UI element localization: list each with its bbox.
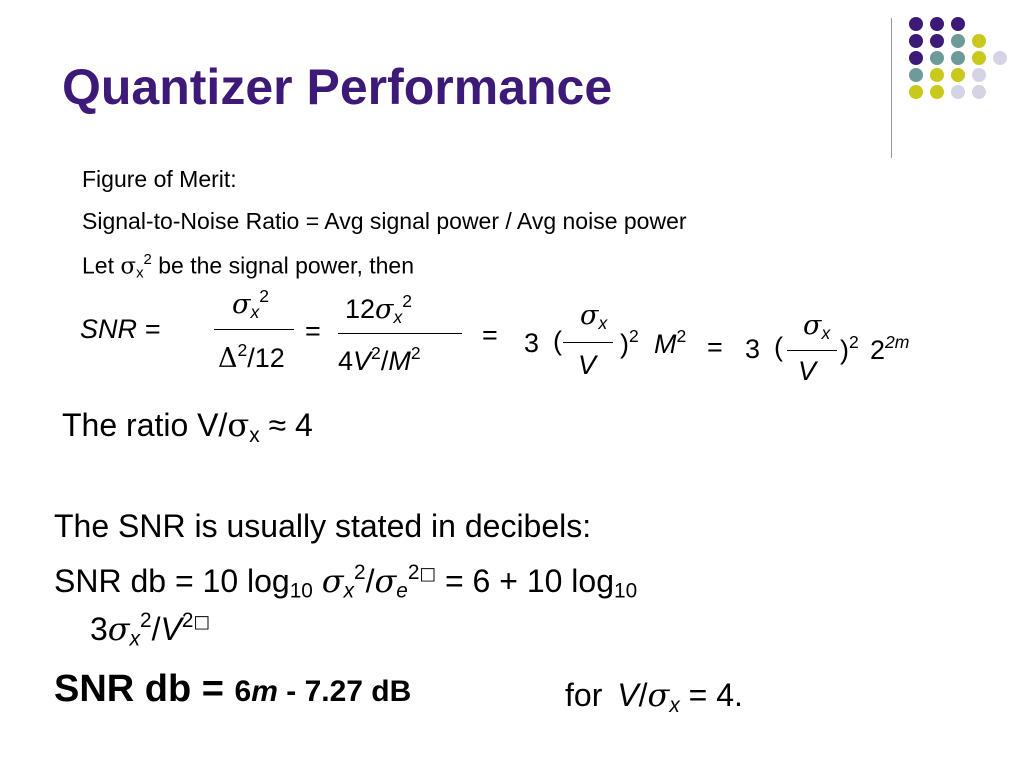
decorative-dot xyxy=(930,17,944,31)
decorative-dot xyxy=(951,17,965,31)
two-power-2m: $2^{2m}$ xyxy=(870,332,910,365)
frac4-numerator: $\sigma_x$ xyxy=(803,310,831,343)
paren-open-2: ( xyxy=(774,332,783,362)
frac2-denominator: $4V^2/M^2$ xyxy=(338,343,421,376)
decorative-dot xyxy=(993,51,1007,65)
figure-of-merit-text: Figure of Merit: xyxy=(82,166,237,192)
decorative-dot xyxy=(951,85,965,99)
decorative-dot xyxy=(951,34,965,48)
decibel-intro: The SNR is usually stated in decibels: xyxy=(54,508,592,544)
decorative-dot xyxy=(951,68,965,82)
decorative-dot xyxy=(909,17,923,31)
final-result: SNR db = 6m - 7.27 dB xyxy=(54,668,412,710)
equals-3: = xyxy=(707,332,723,362)
snr-db-equation-line1: SNR db = 10 $\log_{10} \sigma_x^2/\sigma_e^{2□} = 6 + 10$ $\log_{10}$ xyxy=(54,561,638,603)
snr-definition-text: Signal-to-Noise Ratio = Avg signal power / Avg noise power xyxy=(82,208,687,234)
snr-db-equation-line2: $3\sigma_x^2/V^{2□}$ xyxy=(90,609,211,651)
frac3-denominator: V xyxy=(578,350,597,380)
decorative-dot xyxy=(909,85,923,99)
decorative-dot xyxy=(930,51,944,65)
equals-1: = xyxy=(305,316,321,346)
snr-lhs: SNR = xyxy=(80,314,161,344)
paren-close-2: )$^2$ xyxy=(840,332,859,365)
decorative-dot xyxy=(930,85,944,99)
paren-close-1: )$^2$ xyxy=(620,326,639,359)
final-condition: for $V/\sigma_x = 4$. xyxy=(565,676,743,717)
frac3-numerator: $\sigma_x$ xyxy=(580,300,608,333)
decorative-dot xyxy=(972,34,986,48)
decorative-dot xyxy=(972,85,986,99)
signal-power-text: Let $\sigma_x^2$ be the signal power, then xyxy=(82,251,414,282)
decorative-dot xyxy=(930,34,944,48)
decorative-dot xyxy=(972,68,986,82)
vertical-divider xyxy=(891,18,892,158)
decorative-dot xyxy=(909,68,923,82)
slide-title: Quantizer Performance xyxy=(62,59,613,115)
frac1-numerator: $\sigma_x^2$ xyxy=(232,286,269,322)
decorative-dot xyxy=(909,51,923,65)
ratio-statement: The ratio $V/\sigma_x \approx 4$ xyxy=(62,406,313,447)
decorative-dot xyxy=(972,51,986,65)
frac4-denominator: V xyxy=(798,356,817,386)
three-1: 3 xyxy=(524,328,540,358)
decorative-dot xyxy=(951,51,965,65)
decorative-dot xyxy=(930,68,944,82)
frac2-numerator: $12\sigma_x^2$ xyxy=(345,291,413,327)
equals-2: = xyxy=(482,320,498,350)
paren-open-1: ( xyxy=(553,326,562,356)
m-squared: $M^2$ xyxy=(654,326,687,359)
decorative-dot xyxy=(909,34,923,48)
frac1-denominator: $\Delta^2/12$ xyxy=(218,340,285,374)
three-2: 3 xyxy=(745,334,761,364)
